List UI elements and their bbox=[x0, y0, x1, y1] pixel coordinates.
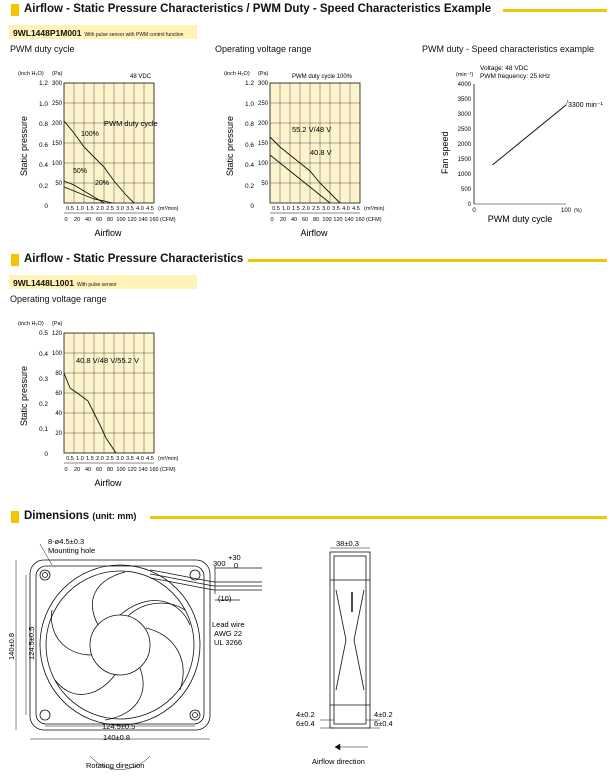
section-title-pwm: Airflow - Static Pressure Characteristics / PWM Duty - Speed Characteristics Example bbox=[24, 3, 492, 15]
x-cfm-ticks bbox=[270, 217, 381, 223]
subtitle-pwm-duty: PWM duty cycle bbox=[10, 44, 75, 54]
tick: 0.6 bbox=[38, 142, 48, 149]
tick: 0 bbox=[64, 467, 68, 473]
tick: 1.5 bbox=[292, 206, 300, 212]
model-note: With pulse sensor with PWM control function bbox=[84, 32, 184, 38]
tick: 100 bbox=[560, 208, 572, 214]
speed-line bbox=[492, 105, 566, 165]
tick: 20 bbox=[73, 217, 81, 223]
tick: 100 bbox=[51, 161, 62, 167]
tick: 4.0 bbox=[136, 456, 144, 462]
tick: 3.0 bbox=[322, 206, 330, 212]
tick: 140 bbox=[138, 217, 148, 223]
lead-strip: (10) bbox=[218, 594, 232, 603]
tick: 3.0 bbox=[116, 456, 124, 462]
tick: 0 bbox=[250, 203, 254, 210]
lead-wire-ul: UL 3266 bbox=[214, 638, 243, 647]
tick: 2000 bbox=[457, 142, 471, 148]
section-title-dimensions bbox=[24, 510, 136, 522]
tick: 20 bbox=[279, 217, 287, 223]
unit-inch: (inch H₂O) bbox=[224, 71, 250, 77]
unit: (m³/min) bbox=[158, 456, 179, 462]
fan-side-view bbox=[330, 552, 370, 728]
tick: 0.3 bbox=[38, 376, 48, 383]
tick: 50 bbox=[261, 181, 268, 187]
side-dimension-lines bbox=[320, 548, 380, 750]
tick: 20 bbox=[55, 431, 62, 437]
dimensions-title: Dimensions bbox=[24, 510, 90, 522]
tick: 20 bbox=[73, 467, 81, 473]
section-marker bbox=[11, 511, 19, 523]
tick: 0.4 bbox=[244, 162, 254, 169]
tick: 4.5 bbox=[146, 206, 154, 212]
chart-pwm-speed bbox=[420, 62, 616, 232]
tick: 3.5 bbox=[126, 206, 134, 212]
model-note: With pulse sensor bbox=[76, 282, 117, 288]
tick: 0.4 bbox=[38, 162, 48, 169]
x-m3-ticks bbox=[272, 206, 384, 212]
section-title-airflow: Airflow - Static Pressure Characteristics bbox=[24, 253, 244, 265]
tick: 200 bbox=[51, 121, 62, 127]
section-rule bbox=[503, 9, 607, 12]
unit-inch: (inch H₂O) bbox=[18, 71, 44, 77]
flange-right-2: 6±0.4 bbox=[374, 719, 393, 728]
tick: 250 bbox=[51, 101, 62, 107]
tick: 2.5 bbox=[106, 206, 114, 212]
x-axis-label: Airflow bbox=[300, 228, 328, 238]
tick: 200 bbox=[257, 121, 268, 127]
x-axis-label: Airflow bbox=[94, 478, 122, 488]
unit-pa: (Pa) bbox=[52, 71, 63, 77]
tick: 40 bbox=[84, 217, 92, 223]
curve-label: 50% bbox=[73, 168, 88, 175]
section-rule bbox=[150, 516, 607, 519]
section-marker bbox=[11, 4, 19, 16]
tick: 0.4 bbox=[38, 351, 48, 358]
lead-length: 300 bbox=[213, 559, 226, 568]
tick: 40 bbox=[290, 217, 298, 223]
lead-wire-awg: AWG 22 bbox=[214, 629, 243, 638]
lead-tolerance-zero: 0 bbox=[234, 561, 239, 570]
mounting-hole-label: Mounting hole bbox=[48, 546, 96, 555]
tick: 40 bbox=[55, 411, 62, 417]
tick: 120 bbox=[127, 467, 137, 473]
width-outer: 140±0.8 bbox=[103, 733, 131, 742]
y-pa-tick-labels bbox=[258, 81, 269, 187]
x-cfm-ticks bbox=[64, 217, 175, 223]
chart-pwm-duty-pressure bbox=[8, 64, 208, 244]
tick: 0 bbox=[472, 208, 476, 214]
tick: 100 bbox=[116, 217, 126, 223]
tick: 300 bbox=[257, 81, 268, 87]
y-inch-ticks bbox=[39, 330, 48, 458]
tick: 80 bbox=[106, 467, 114, 473]
model-number bbox=[13, 278, 117, 288]
tick: 60 bbox=[55, 391, 62, 397]
tick: 1.0 bbox=[244, 101, 254, 108]
tick: 80 bbox=[106, 217, 114, 223]
tick: 60 bbox=[95, 217, 103, 223]
tick: 4.0 bbox=[136, 206, 144, 212]
plot-area bbox=[64, 333, 154, 453]
tick: 0.8 bbox=[38, 121, 48, 128]
y-axis-label: Static pressure bbox=[225, 115, 235, 176]
tick: 160 bbox=[355, 217, 365, 223]
y-axis-label: Static pressure bbox=[19, 115, 29, 176]
tick: 4.5 bbox=[352, 206, 360, 212]
tick: 120 bbox=[333, 217, 343, 223]
x-m3-ticks bbox=[66, 206, 178, 212]
chart-voltage-pressure bbox=[214, 64, 414, 244]
tick: 160 bbox=[149, 467, 159, 473]
tick: 50 bbox=[55, 181, 62, 187]
x-m3-ticks bbox=[66, 456, 178, 462]
tick: 100 bbox=[116, 467, 126, 473]
y-inch-ticks bbox=[245, 80, 254, 210]
tick: 1.2 bbox=[244, 80, 254, 87]
unit: (m³/min) bbox=[364, 206, 385, 212]
tick: 80 bbox=[312, 217, 320, 223]
tick: 0 bbox=[467, 202, 471, 208]
tick: 3.5 bbox=[126, 456, 134, 462]
tick: 120 bbox=[51, 331, 62, 337]
speed-annotation: 3300 min⁻¹ bbox=[568, 102, 603, 109]
tick: 3500 bbox=[457, 97, 471, 103]
fan-front-view bbox=[30, 560, 210, 730]
curve-label: 20% bbox=[95, 180, 110, 187]
height-inner: 124.5±0.5 bbox=[27, 626, 36, 660]
tick: 1.0 bbox=[76, 456, 84, 462]
tick: 100 bbox=[51, 351, 62, 357]
tick: 0.5 bbox=[38, 330, 48, 337]
section-marker bbox=[11, 254, 19, 266]
unit: (CFM) bbox=[160, 217, 176, 223]
airflow-direction: Airflow direction bbox=[312, 757, 365, 766]
y-pa-tick-labels bbox=[52, 331, 63, 437]
x-axis-label: PWM duty cycle bbox=[487, 214, 553, 224]
tick: 1.5 bbox=[86, 206, 94, 212]
flange-left-1: 4±0.2 bbox=[296, 710, 315, 719]
x-axis-label: Airflow bbox=[94, 228, 122, 238]
tick: 2.5 bbox=[312, 206, 320, 212]
note-voltage: Voltage: 48 VDC bbox=[480, 65, 529, 72]
subtitle-voltage-2: Operating voltage range bbox=[10, 294, 107, 304]
lead-wire bbox=[150, 566, 262, 600]
tick: 120 bbox=[127, 217, 137, 223]
tick: 3.5 bbox=[332, 206, 340, 212]
tick: 80 bbox=[55, 371, 62, 377]
unit: (CFM) bbox=[366, 217, 382, 223]
chart-voltage-pressure-l1 bbox=[8, 314, 208, 494]
y-speed-ticks bbox=[458, 82, 472, 208]
tick: 3.0 bbox=[116, 206, 124, 212]
curve-label: PWM duty cycle bbox=[104, 119, 158, 128]
tick: 0.2 bbox=[244, 183, 254, 190]
tick: 0.5 bbox=[272, 206, 280, 212]
curve-label: 100% bbox=[81, 131, 99, 138]
note-frequency: PWM frequency: 25 kHz bbox=[480, 73, 551, 80]
flange-left-2: 6±0.4 bbox=[296, 719, 315, 728]
model-id: 9WL1448P1M001 bbox=[13, 28, 82, 38]
tick: 4000 bbox=[457, 82, 471, 88]
tick: 250 bbox=[257, 101, 268, 107]
y-inch-ticks bbox=[39, 80, 48, 210]
tick: 1500 bbox=[457, 157, 471, 163]
flange-right-1: 4±0.2 bbox=[374, 710, 393, 719]
unit-min: (min⁻¹) bbox=[456, 72, 474, 78]
curve-label: 40.8 V bbox=[310, 148, 332, 157]
unit-pa: (Pa) bbox=[258, 71, 269, 77]
tick: 0.6 bbox=[244, 142, 254, 149]
tick: 0.5 bbox=[66, 206, 74, 212]
tick: 2.0 bbox=[302, 206, 310, 212]
height-outer: 140±0.8 bbox=[7, 632, 16, 660]
tick: 150 bbox=[51, 141, 62, 147]
tick: 4.0 bbox=[342, 206, 350, 212]
curve-label: 55.2 V/48 V bbox=[292, 125, 332, 134]
tick: 0.2 bbox=[38, 183, 48, 190]
tick: 500 bbox=[460, 187, 471, 193]
tick: 100 bbox=[257, 161, 268, 167]
depth-dim: 38±0.3 bbox=[336, 539, 359, 548]
tick: 1.5 bbox=[86, 456, 94, 462]
tick: 140 bbox=[344, 217, 354, 223]
section-rule bbox=[248, 259, 607, 262]
tick: 100 bbox=[322, 217, 332, 223]
lead-tolerance-plus: +30 bbox=[228, 553, 241, 562]
width-inner: 124.5±0.5 bbox=[102, 722, 136, 731]
tick: 40 bbox=[84, 467, 92, 473]
model-number bbox=[13, 28, 183, 38]
tick: 1.2 bbox=[38, 80, 48, 87]
tick: 0 bbox=[64, 217, 68, 223]
mounting-hole-dim: 8-ø4.5±0.3 bbox=[48, 537, 85, 546]
tick: 0.8 bbox=[244, 121, 254, 128]
lead-wire-label: Lead wire bbox=[212, 620, 245, 629]
tick: 140 bbox=[138, 467, 148, 473]
unit: (CFM) bbox=[160, 467, 176, 473]
rotating-direction: Rotating direction bbox=[86, 761, 145, 770]
tick: 0 bbox=[44, 451, 48, 458]
unit-inch: (inch H₂O) bbox=[18, 321, 44, 327]
y-axis-label: Fan speed bbox=[440, 131, 450, 174]
tick: 300 bbox=[51, 81, 62, 87]
plot-area bbox=[270, 83, 360, 203]
tick: 0 bbox=[270, 217, 274, 223]
tick: 160 bbox=[149, 217, 159, 223]
tick: 3000 bbox=[457, 112, 471, 118]
subtitle-pwm-speed: PWM duty - Speed characteristics example bbox=[422, 44, 595, 54]
tick: 2.5 bbox=[106, 456, 114, 462]
unit: (%) bbox=[574, 208, 582, 214]
tick: 2500 bbox=[457, 127, 471, 133]
tick: 150 bbox=[257, 141, 268, 147]
tick: 1000 bbox=[457, 172, 471, 178]
dimensions-unit: (unit: mm) bbox=[92, 511, 137, 521]
tick: 0.5 bbox=[66, 456, 74, 462]
tick: 2.0 bbox=[96, 206, 104, 212]
tick: 4.5 bbox=[146, 456, 154, 462]
model-id: 9WL1448L1001 bbox=[13, 278, 74, 288]
curve-label: 40.8 V/48 V/55.2 V bbox=[76, 356, 139, 365]
chart-note: PWM duty cycle 100% bbox=[292, 74, 353, 80]
x-cfm-ticks bbox=[64, 467, 175, 473]
tick: 60 bbox=[95, 467, 103, 473]
y-axis-label: Static pressure bbox=[19, 365, 29, 426]
tick: 1.0 bbox=[76, 206, 84, 212]
plot-area bbox=[492, 100, 568, 165]
dimension-drawing bbox=[0, 530, 616, 777]
subtitle-voltage: Operating voltage range bbox=[215, 44, 312, 54]
tick: 0.2 bbox=[38, 401, 48, 408]
unit: (m³/min) bbox=[158, 206, 179, 212]
tick: 0 bbox=[44, 203, 48, 210]
chart-note: 48 VDC bbox=[130, 74, 152, 80]
y-pa-tick-labels bbox=[52, 81, 63, 187]
tick: 60 bbox=[301, 217, 309, 223]
tick: 2.0 bbox=[96, 456, 104, 462]
tick: 1.0 bbox=[282, 206, 290, 212]
tick: 1.0 bbox=[38, 101, 48, 108]
tick: 0.1 bbox=[38, 426, 48, 433]
unit-pa: (Pa) bbox=[52, 321, 63, 327]
